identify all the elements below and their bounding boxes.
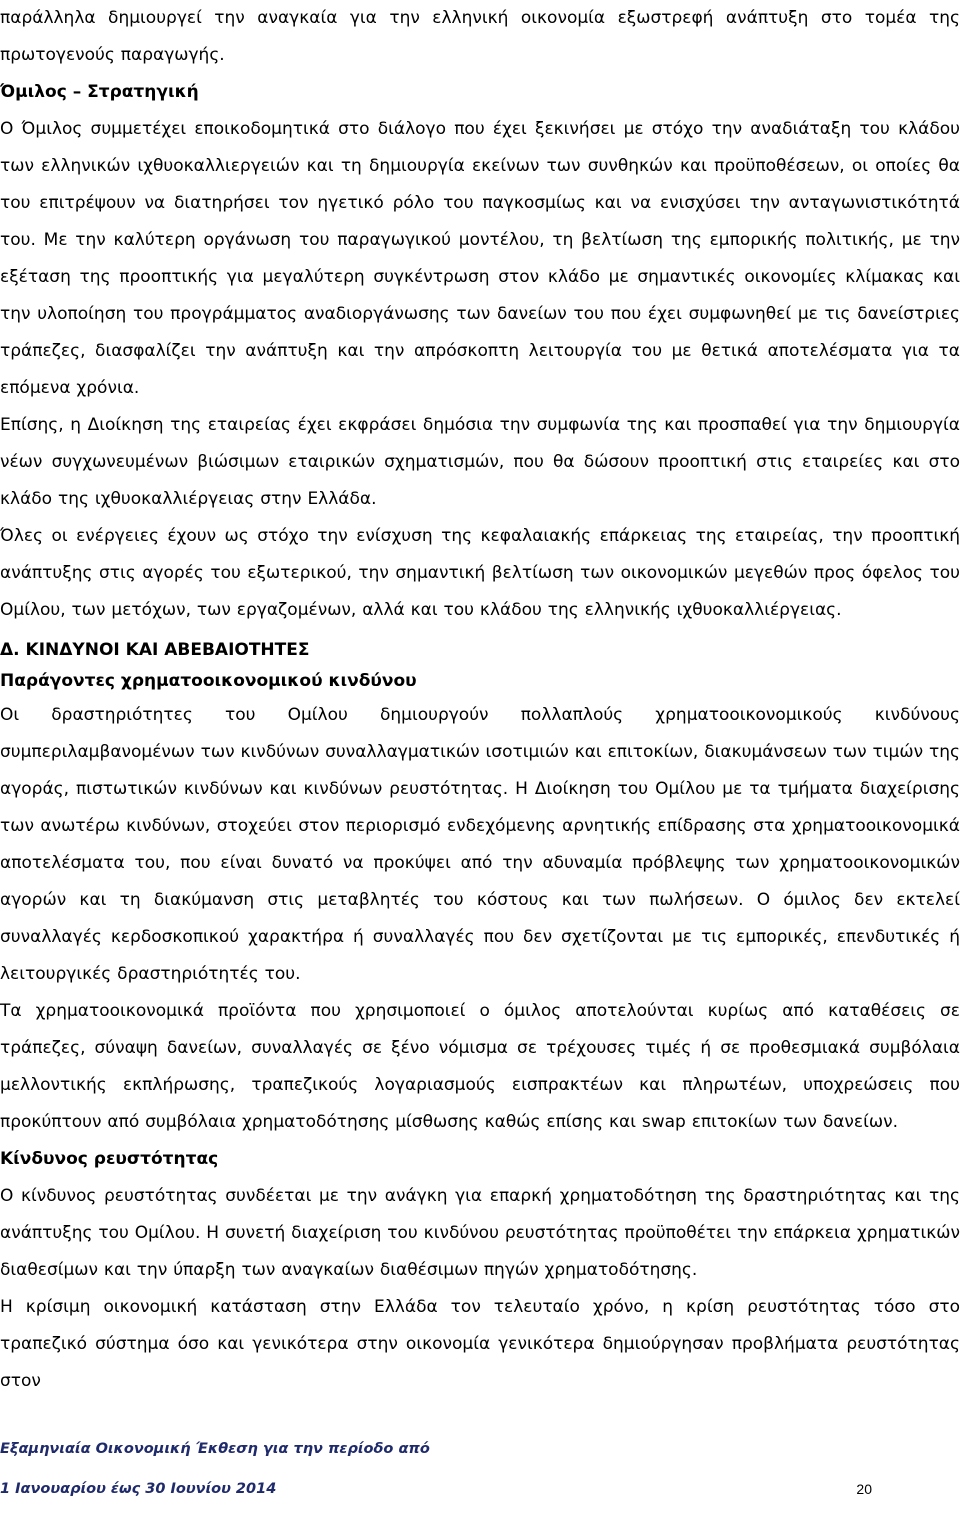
page-footer [0,1437,960,1517]
paragraph: παράλληλα δημιουργεί την αναγκαία για την ελληνική οικονομία εξωστρεφή ανάπτυξη στο τομέα της πρωτογενούς παραγωγής. [0,8,960,65]
risks-section-title: Δ. ΚΙΝΔΥΝΟΙ ΚΑΙ ΑΒΕΒΑΙΟΤΗΤΕΣ [0,640,310,660]
paragraph: Όλες οι ενέργειες έχουν ως στόχο την ενίσχυση της κεφαλαιακής επάρκειας της εταιρείας, την προοπτική ανάπτυξης στις αγορές του εξωτερικού, την σημαντική βελτίωση των οικονομικών μεγεθών προς όφελος του Ομίλου, των μετόχων, των εργαζομένων, αλλά και του κλάδου της ελληνικής ιχθυοκαλλιέργειας. [0,526,960,620]
paragraph: Η κρίσιμη οικονομική κατάσταση στην Ελλάδα τον τελευταίο χρόνο, η κρίση ρευστότητας τόσο στο τραπεζικό σύστημα όσο και γενικότερα στην οικονομία γενικότερα δημιούργησαν προβλήματα ρευστότητας στον [0,1297,960,1391]
financial-risk-heading: Παράγοντες χρηματοοικονομικού κινδύνου [0,671,417,691]
paragraph: Ο κίνδυνος ρευστότητας συνδέεται με την ανάγκη για επαρκή χρηματοδότηση της δραστηριότητας και της ανάπτυξης του Ομίλου. Η συνετή διαχείριση του κινδύνου ρευστότητας προϋποθέτει την επάρκεια χρηματικών διαθεσίμων και την ύπαρξη των αναγκαίων διαθέσιμων πηγών χρηματοδότησης. [0,1186,960,1280]
paragraph: Επίσης, η Διοίκηση της εταιρείας έχει εκφράσει δημόσια την συμφωνία της και προσπαθεί για την δημιουργία νέων συγχωνευμένων βιώσιμων εταιρικών σχηματισμών, που θα δώσουν προοπτική στις εταιρείες και στο κλάδο της ιχθυοκαλλιέργειας στην Ελλάδα. [0,415,960,509]
footer-report-title: Εξαμηνιαία Οικονομική Έκθεση για την περίοδο από [0,1441,430,1457]
liquidity-risk-heading: Κίνδυνος ρευστότητας [0,1149,219,1169]
footer-report-period: 1 Ιανουαρίου έως 30 Ιουνίου 2014 [0,1481,277,1497]
page-number: 20 [856,1481,872,1497]
paragraph: Τα χρηματοοικονομικά προϊόντα που χρησιμοποιεί ο όμιλος αποτελούνται κυρίως από καταθέσεις σε τράπεζες, σύναψη δανείων, συναλλαγές σε ξένο νόμισμα σε τρέχουσες τιμές ή σε προθεσμιακά συμβόλαια μελλοντικής εκπλήρωσης, τραπεζικούς λογαριασμούς εισπρακτέων και πληρωτέων, υποχρεώσεις που προκύπτουν από συμβόλαια χρηματοδότησης μίσθωσης καθώς επίσης και swap επιτοκίων των δανείων. [0,1001,960,1132]
paragraph: Ο Όμιλος συμμετέχει εποικοδομητικά στο διάλογο που έχει ξεκινήσει με στόχο την αναδιάταξη του κλάδου των ελληνικών ιχθυοκαλλιεργειών και τη δημιουργία εκείνων των συνθηκών και προϋποθέσεων, οι οποίες θα του επιτρέψουν να διατηρήσει τον ηγετικό ρόλο του παγκοσμίως και να ενισχύσει την ανταγωνιστικότητά του. Με την καλύτερη οργάνωση του παραγωγικού μοντέλου, τη βελτίωση της εμπορικής πολιτικής, με την εξέταση της προοπτικής για μεγαλύτερη συγκέντρωση στον κλάδο με σημαντικές οικονομίες κλίμακας και την υλοποίηση του προγράμματος αναδιοργάνωσης των δανείων του που έχει συμφωνηθεί με τις δανείστριες τράπεζες, διασφαλίζει την ανάπτυξη και την απρόσκοπτη λειτουργία του με θετικά αποτελέσματα για τα επόμενα χρόνια. [0,119,960,398]
group-strategy-heading: Όμιλος – Στρατηγική [0,82,199,102]
paragraph: Οι δραστηριότητες του Ομίλου δημιουργούν πολλαπλούς χρηματοοικονομικούς κινδύνους συμπεριλαμβανομένων των κινδύνων συναλλαγματικών ισοτιμιών και επιτοκίων, διακυμάνσεων των τιμών της αγοράς, πιστωτικών κινδύνων και κινδύνων ρευστότητας. Η Διοίκηση του Ομίλου με τα τμήματα διαχείρισης των ανωτέρω κινδύνων, στοχεύει στον περιορισμό ενδεχόμενης αρνητικής επίδρασης στα χρηματοοικονομικά αποτελέσματα του, που είναι δυνατό να προκύψει από την αδυναμία πρόβλεψης των χρηματοοικονομικών αγορών και τη διακύμανση στις μεταβλητές του κόστους και των πωλήσεων. Ο όμιλος δεν εκτελεί συναλλαγές κερδοσκοπικού χαρακτήρα ή συναλλαγές που δεν σχετίζονται με τις εμπορικές, επενδυτικές ή λειτουργικές δραστηριότητές του. [0,705,960,984]
